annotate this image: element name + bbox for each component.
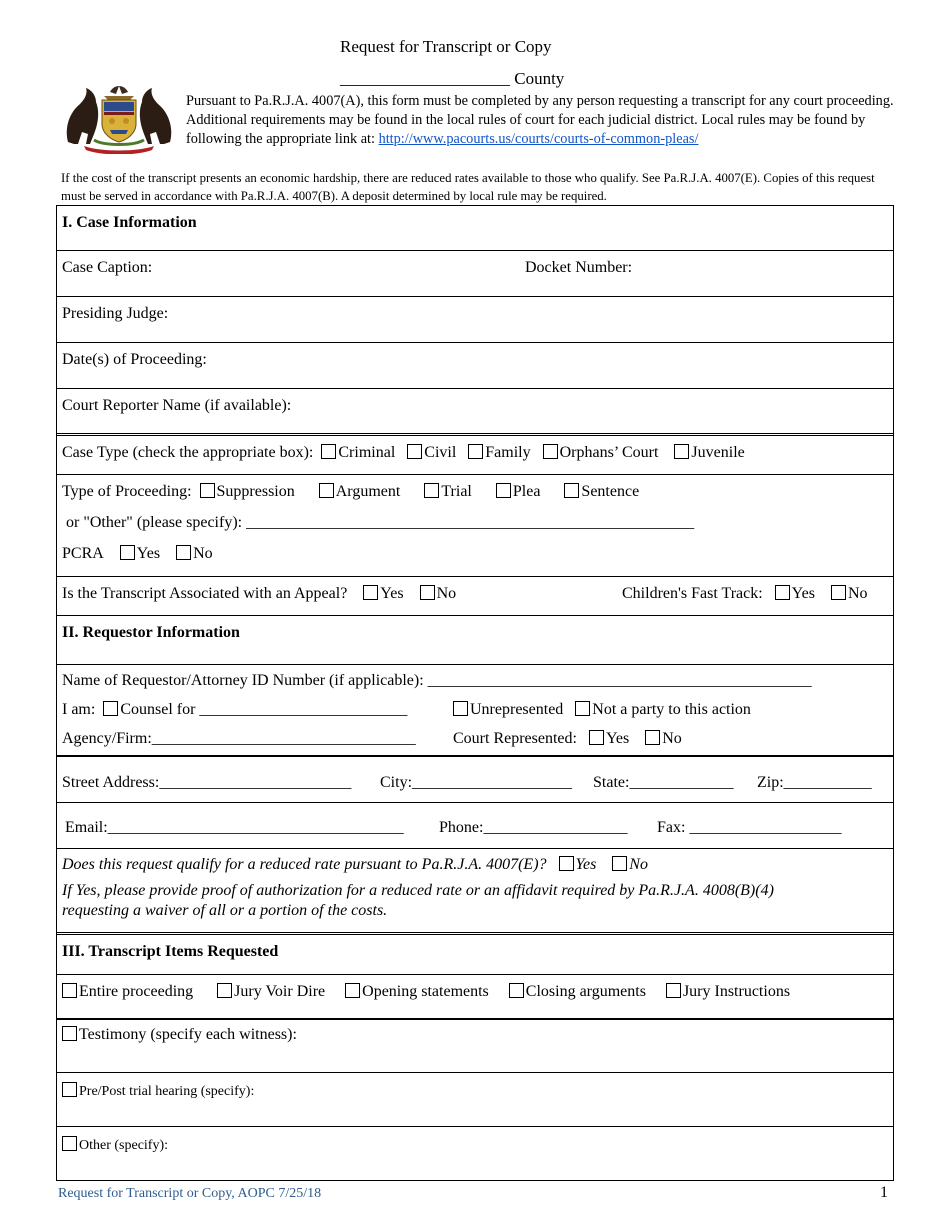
counsel-for-field[interactable]: Counsel for __________________________ [120, 701, 408, 718]
county-line[interactable]: ____________________ County [340, 69, 565, 88]
zip-field[interactable]: Zip:___________ [757, 774, 872, 791]
option-label: Jury Instructions [682, 983, 791, 1000]
page-title: Request for Transcript or Copy [340, 37, 552, 56]
checkbox-opening-statements[interactable] [345, 983, 360, 998]
testimony-label: Testimony (specify each witness): [79, 1026, 297, 1043]
option-label: Trial [441, 483, 472, 500]
state-field[interactable]: State:_____________ [593, 774, 734, 791]
requestor-name-field[interactable]: Name of Requestor/Attorney ID Number (if applicable): ________________________________________________ [62, 672, 812, 689]
checkbox-testimony[interactable] [62, 1026, 77, 1041]
reduced-rate-note-cont: requesting a waiver of all or a portion of the costs. [62, 902, 388, 919]
other-row [62, 1136, 168, 1154]
checkbox-plea[interactable] [496, 483, 511, 498]
checkbox-family[interactable] [468, 444, 483, 459]
phone-field[interactable]: Phone:__________________ [439, 819, 628, 836]
option-label: Yes [380, 585, 404, 602]
option-label: No [662, 730, 682, 747]
option-label: Family [485, 444, 531, 461]
court-represented-row [453, 730, 682, 748]
common-pleas-link[interactable]: http://www.pacourts.us/courts/courts-of-common-pleas/ [378, 131, 699, 147]
hardship-note: If the cost of the transcript presents an economic hardship, there are reduced rates available to those who qualify. See Pa.R.J.A. 4007(E). Copies of this request must be served in accordance with Pa.R.J.A. 4007(B). A deposit determined by local rule may be required. [61, 171, 875, 203]
checkbox-juvenile[interactable] [674, 444, 689, 459]
case-caption-label: Case Caption: [62, 259, 153, 276]
option-label: No [436, 585, 457, 602]
pennsylvania-coat-of-arms-icon [60, 72, 178, 154]
checkbox-reduced-yes[interactable] [559, 856, 574, 871]
appeal-label: Is the Transcript Associated with an Appeal? [62, 585, 348, 602]
agency-firm-field[interactable]: Agency/Firm:_________________________________ [62, 730, 416, 747]
court-represented-label: Court Represented: [453, 730, 577, 747]
checkbox-civil[interactable] [407, 444, 422, 459]
items-row [62, 983, 790, 1001]
transcript-form [56, 205, 894, 1181]
docket-number-label: Docket Number: [525, 259, 633, 276]
checkbox-other[interactable] [62, 1136, 77, 1151]
page-number: 1 [880, 1184, 888, 1201]
option-label: Unrepresented [470, 701, 564, 718]
appeal-row [62, 585, 456, 603]
checkbox-suppression[interactable] [200, 483, 215, 498]
option-label: Entire proceeding [79, 983, 194, 1000]
section-heading-requestor: II. Requestor Information [62, 624, 240, 641]
checkbox-appeal-yes[interactable] [363, 585, 378, 600]
checkbox-jury-voir-dire[interactable] [217, 983, 232, 998]
fast-track-label: Children's Fast Track: [622, 585, 763, 602]
option-label: Opening statements [362, 983, 489, 1000]
checkbox-reduced-no[interactable] [612, 856, 627, 871]
option-label: Juvenile [691, 444, 745, 461]
reduced-rate-question: Does this request qualify for a reduced rate pursuant to Pa.R.J.A. 4007(E)? [62, 856, 547, 873]
section-heading-items: III. Transcript Items Requested [62, 943, 279, 960]
option-label: Argument [335, 483, 401, 500]
pcra-label: PCRA [62, 545, 104, 562]
proceeding-label: Type of Proceeding: [62, 483, 192, 500]
checkbox-jury-instructions[interactable] [666, 983, 681, 998]
checkbox-not-party[interactable] [575, 701, 590, 716]
option-label: Yes [575, 856, 597, 873]
checkbox-counsel-for[interactable] [103, 701, 118, 716]
fast-track-row [622, 585, 868, 603]
checkbox-fast-track-no[interactable] [831, 585, 846, 600]
checkbox-court-rep-yes[interactable] [589, 730, 604, 745]
prepost-label: Pre/Post trial hearing (specify): [79, 1084, 255, 1099]
option-label: Orphans’ Court [559, 444, 659, 461]
checkbox-appeal-no[interactable] [420, 585, 435, 600]
intro-text: Pursuant to Pa.R.J.A. 4007(A), this form must be completed by any person requesting a transcript for any court proceeding. Additional requirements may be found in the local rules of court for each judicial district. Local rules may be found by following the appropriate link at: http://www.pacourts.us/courts/courts-of-common-pleas/ [186, 93, 894, 147]
checkbox-argument[interactable] [319, 483, 334, 498]
option-label: Yes [605, 730, 630, 747]
case-type-row [62, 444, 745, 462]
option-label: Suppression [216, 483, 295, 500]
other-label: Other (specify): [79, 1138, 169, 1153]
option-label: No [847, 585, 868, 602]
i-am-label: I am: [62, 701, 96, 718]
proceeding-row [62, 483, 639, 501]
city-field[interactable]: City:____________________ [380, 774, 573, 791]
other-proceeding-field[interactable]: or "Other" (please specify): ________________________________________________________ [66, 514, 695, 531]
checkbox-unrepresented[interactable] [453, 701, 468, 716]
option-label: Plea [512, 483, 541, 500]
reduced-rate-row [62, 856, 648, 874]
option-label: Jury Voir Dire [234, 983, 326, 1000]
option-label: Yes [791, 585, 815, 602]
checkbox-trial[interactable] [424, 483, 439, 498]
option-label: No [193, 545, 213, 562]
option-label: Criminal [338, 444, 396, 461]
court-reporter-label: Court Reporter Name (if available): [62, 397, 292, 414]
checkbox-court-rep-no[interactable] [645, 730, 660, 745]
presiding-judge-label: Presiding Judge: [62, 305, 169, 322]
prepost-row [62, 1082, 254, 1100]
checkbox-orphans-court[interactable] [543, 444, 558, 459]
fax-field[interactable]: Fax: ___________________ [657, 819, 842, 836]
checkbox-pcra-yes[interactable] [120, 545, 135, 560]
checkbox-sentence[interactable] [564, 483, 579, 498]
option-label: Sentence [581, 483, 640, 500]
checkbox-closing-arguments[interactable] [509, 983, 524, 998]
testimony-row [62, 1026, 297, 1044]
dates-label: Date(s) of Proceeding: [62, 351, 207, 368]
checkbox-fast-track-yes[interactable] [775, 585, 790, 600]
email-field[interactable]: Email:_____________________________________ [65, 819, 404, 836]
option-label: Yes [136, 545, 161, 562]
reduced-rate-note: If Yes, please provide proof of authorization for a reduced rate or an affidavit required by Pa.R.J.A. 4008(B)(4) [62, 882, 774, 899]
street-address-field[interactable]: Street Address:________________________ [62, 774, 352, 791]
checkbox-prepost-hearing[interactable] [62, 1082, 77, 1097]
checkbox-entire-proceeding[interactable] [62, 983, 77, 998]
option-label: Civil [424, 444, 457, 461]
case-type-label: Case Type (check the appropriate box): [62, 444, 314, 461]
option-label: Not a party to this action [592, 701, 751, 718]
checkbox-pcra-no[interactable] [176, 545, 191, 560]
section-heading-case-info: I. Case Information [62, 214, 197, 231]
i-am-row [62, 701, 407, 719]
option-label: No [629, 856, 648, 873]
footer-text: Request for Transcript or Copy, AOPC 7/25/18 [58, 1186, 322, 1201]
pcra-row [62, 545, 213, 563]
option-label: Closing arguments [525, 983, 646, 1000]
checkbox-criminal[interactable] [321, 444, 336, 459]
party-status-row [453, 701, 751, 719]
